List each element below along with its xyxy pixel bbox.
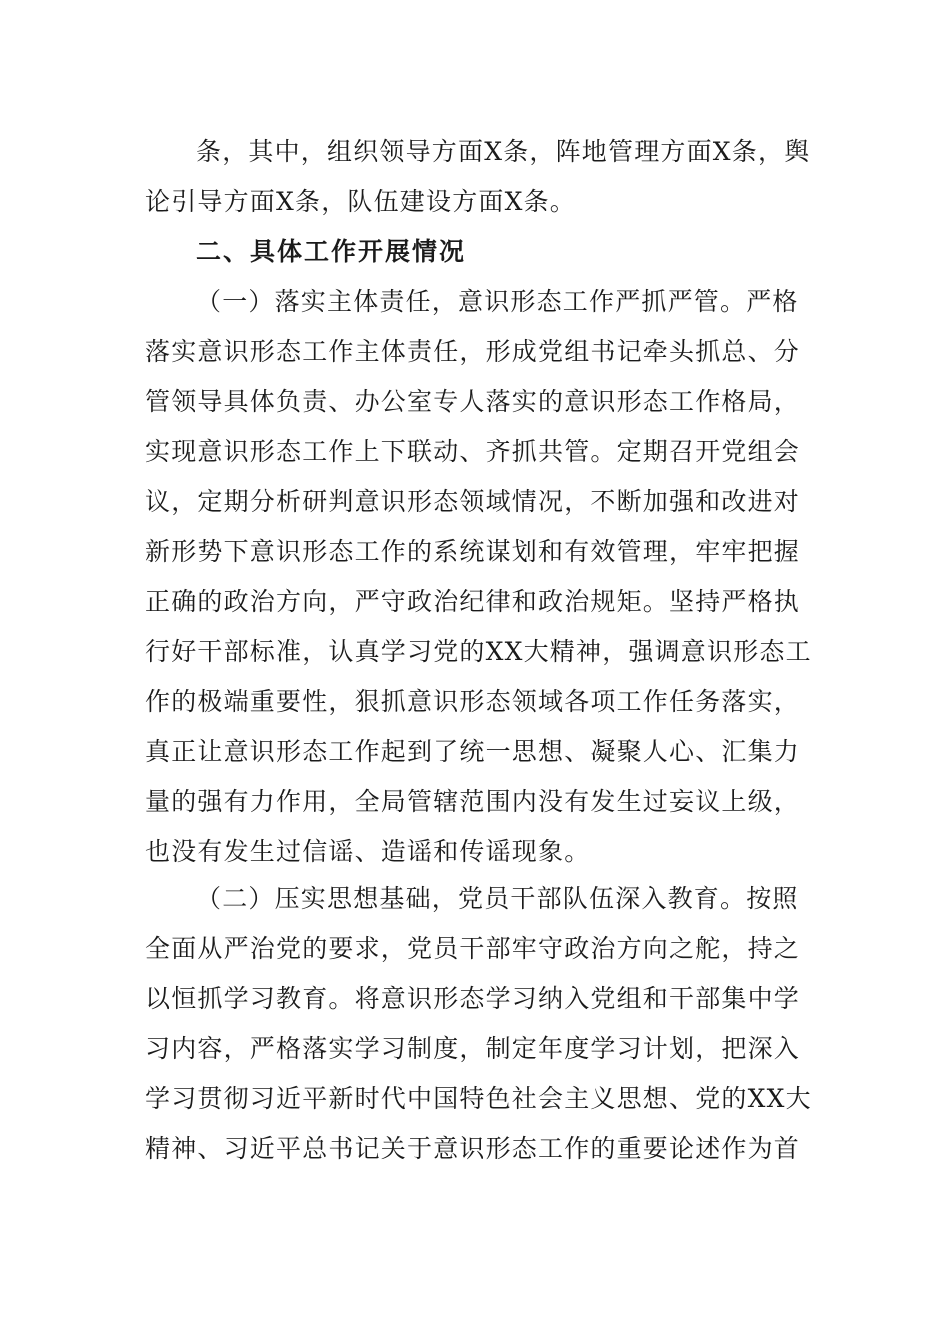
paragraph-1-line: 议，定期分析研判意识形态领域情况，不断加强和改进对 [145,487,801,516]
paragraph-1-line: 行好干部标准，认真学习党的XX大精神，强调意识形态工 [145,637,812,666]
paragraph-2-line: （二）压实思想基础，党员干部队伍深入教育。按照 [196,884,799,913]
paragraph-1-line: 量的强有力作用，全局管辖范围内没有发生过妄议上级， [145,787,801,816]
paragraph-1-line: 也没有发生过信谣、造谣和传谣现象。 [145,837,591,866]
paragraph-2-line: 习内容，严格落实学习制度，制定年度学习计划，把深入 [145,1034,801,1063]
section-heading: 二、具体工作开展情况 [196,237,467,266]
paragraph-2-line: 全面从严治党的要求，党员干部牢守政治方向之舵，持之 [145,934,801,963]
paragraph-2-line: 学习贯彻习近平新时代中国特色社会主义思想、党的XX大 [145,1084,812,1113]
paragraph-1-line: 落实意识形态工作主体责任，形成党组书记牵头抓总、分 [145,337,801,366]
paragraph-1-line: 新形势下意识形态工作的系统谋划和有效管理，牢牢把握 [145,537,801,566]
paragraph-line-continuation: 条，其中，组织领导方面X条，阵地管理方面X条，舆 [196,137,811,166]
paragraph-1-line: 管领导具体负责、办公室专人落实的意识形态工作格局， [145,387,801,416]
paragraph-1-line: 实现意识形态工作上下联动、齐抓共管。定期召开党组会 [145,437,801,466]
paragraph-1-line: （一）落实主体责任，意识形态工作严抓严管。严格 [196,287,799,316]
paragraph-2-line: 以恒抓学习教育。将意识形态学习纳入党组和干部集中学 [145,984,801,1013]
paragraph-1-line: 作的极端重要性，狠抓意识形态领域各项工作任务落实， [145,687,801,716]
paragraph-2-line: 精神、习近平总书记关于意识形态工作的重要论述作为首 [145,1134,801,1163]
paragraph-1-line: 正确的政治方向，严守政治纪律和政治规矩。坚持严格执 [145,587,801,616]
paragraph-line-continuation-end: 论引导方面X条，队伍建设方面X条。 [145,187,576,216]
paragraph-1-line: 真正让意识形态工作起到了统一思想、凝聚人心、汇集力 [145,737,801,766]
